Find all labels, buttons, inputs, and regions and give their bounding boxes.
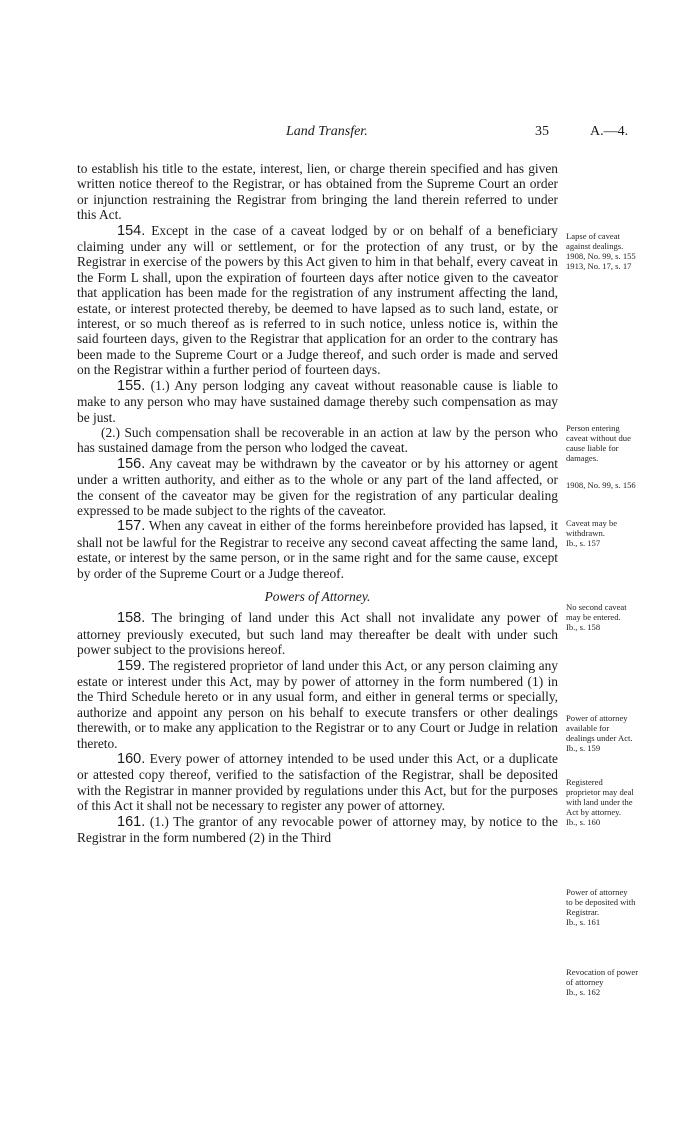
margin-note-155-2: 1908, No. 99, s. 156 [566, 480, 636, 490]
margin-note-157: No second caveat may be entered. Ib., s. 158 [566, 602, 627, 632]
margin-note-160: Power of attorney to be deposited with Registrar. Ib., s. 161 [566, 887, 636, 927]
section-160: 160. Every power of attorney intended to be used under this Act, or a duplicate or attested copy thereof, verified to the satisfaction of the Registrar, shall be deposited with the Registrar in manner provided by regulations under this Act, but for the purposes of this Act it shall not be necessary to register any power of attorney. [77, 751, 558, 814]
document-reference: A.—4. [590, 124, 629, 139]
margin-note-161: Revocation of power of attorney Ib., s. 162 [566, 967, 639, 997]
section-number: 157. [117, 518, 146, 535]
section-155-subsection-2: (2.) Such compensation shall be recoverable in an action at law by the person who has sustained damage from the person who lodged the caveat. [77, 424, 558, 456]
section-number: 158. [117, 610, 146, 627]
body-text [77, 161, 558, 845]
subheading: Powers of Attorney. [264, 588, 371, 604]
running-title: Land Transfer. [286, 124, 368, 139]
section-number: 155. [117, 377, 146, 394]
section-156: 156. Any caveat may be withdrawn by the caveator or by his attorney or agent under a written authority, and either as to the whole or any part of the land affected, or the consent of the caveator may be given for the registration of any particular dealing expressed to be made subject to the rights of the caveator. [77, 455, 559, 518]
paragraph-continuation: to establish his title to the estate, interest, lien, or charge therein specified and has given written notice thereof to the Registrar, or has obtained from the Supreme Court an order or injunction restraining the Registrar from bringing the land therein referred to under this Act. [77, 161, 558, 223]
section-number: 154. [117, 222, 146, 239]
section-158: 158. The bringing of land under this Act shall not invalidate any power of attorney previously executed, but such land may thereafter be dealt with under such power subject to the provisions hereof. [77, 610, 558, 658]
section-number: 161. [117, 813, 146, 830]
section-161: 161. (1.) The grantor of any revocable power of attorney may, by notice to the Registrar in the form numbered (2) in the Third [77, 813, 558, 846]
page-header [0, 124, 700, 144]
section-154: 154. Except in the case of a caveat lodged by or on behalf of a beneficiary claiming under any will or settlement, or for the protection of any trust, or by the Registrar in exercise of the powers by this Act given to him in that behalf, every caveat in the Form L shall, upon the expiration of fourteen days after notice given to the caveator that application has been made for the registration of any instrument affecting the land, estate, or interest protected thereby, be deemed to have lapsed as to such land, estate, or interest, or so much thereof as is referred to in such notice, unless notice is, within the said fourteen days, given to the Registrar that application for an order to the contrary has been made to the Supreme Court or a Judge thereof, and such order is made and served on the Registrar within a further period of fourteen days. [77, 222, 558, 378]
margin-note-158: Power of attorney available for dealings under Act. Ib., s. 159 [566, 713, 633, 753]
page-number: 35 [535, 124, 549, 139]
section-159: 159. The registered proprietor of land under this Act, or any person claiming any estate or interest under this Act, may by power of attorney in the form numbered (1) in the Third Schedule hereto or in any usual form, and either in general terms or specially, authorize and appoint any person on his behalf to execute transfers or other dealings therewith, or to make any application to the Registrar or to any Court or Judge in relation thereto. [77, 657, 559, 751]
section-157: 157. When any caveat in either of the forms hereinbefore provided has lapsed, it shall not be lawful for the Registrar to receive any second caveat affecting the same land, estate, or interest by the same person, or in the same right and for the same cause, except by order of the Supreme Court or a Judge thereof. [77, 518, 559, 581]
margin-note-155: Person entering caveat without due cause liable for damages. [566, 423, 631, 463]
margin-note-159: Registered proprietor may deal with land under the Act by attorney. Ib., s. 160 [566, 777, 634, 827]
section-155: 155. (1.) Any person lodging any caveat without reasonable cause is liable to make to any person who may have sustained damage thereby such compensation as may be just. [77, 377, 558, 425]
section-number: 159. [117, 657, 146, 674]
section-number: 156. [117, 455, 146, 472]
margin-note-156: Caveat may be withdrawn. Ib., s. 157 [566, 518, 618, 548]
section-number: 160. [117, 751, 146, 768]
margin-note-154: Lapse of caveat against dealings. 1908, No. 99, s. 155 1913, No. 17, s. 17 [566, 231, 636, 271]
